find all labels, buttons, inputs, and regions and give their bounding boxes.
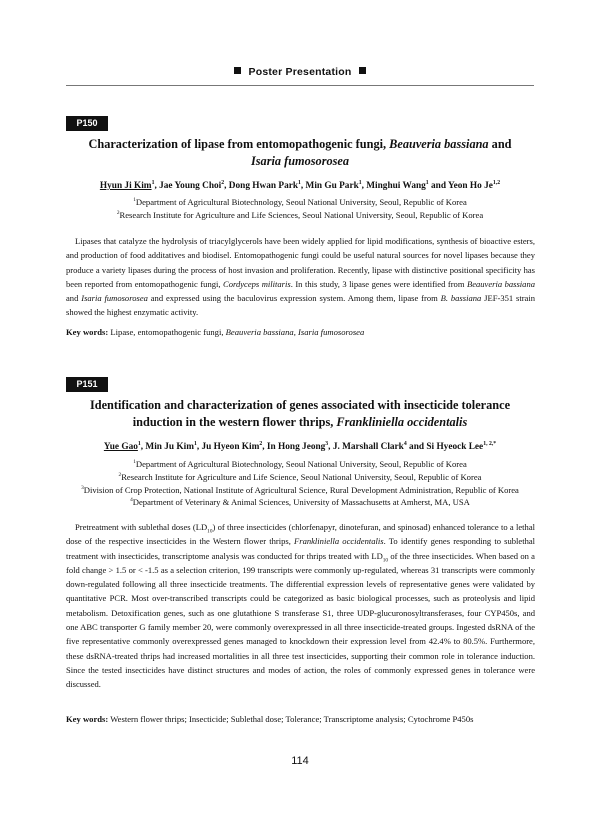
author: In Hong Jeong <box>266 442 326 452</box>
affiliation-list <box>60 458 540 509</box>
author: Yue Gao <box>103 442 138 452</box>
keywords: Key words: Lipase, entomopathogenic fungi, Beauveria bassiana, Isaria fumosorosea <box>66 327 365 337</box>
author-list: Hyun Ji Kim$^1$, Jae Young Choi$^2$, Dong Hwan Park$^1$, Min Gu Park$^1$, Minghui Wang$^1$ and Yeon Ho Je$^{1,2}$ <box>99 179 501 191</box>
affiliation: $^4$Department of Veterinary & Animal Sciences, University of Massachusetts at Amherst, MA, USA <box>130 497 470 508</box>
author: J. Marshall Clark <box>332 442 404 452</box>
affiliation: $^2$Research Institute for Agriculture and Life Sciences, Seoul National University, Seoul, Republic of Korea <box>116 209 484 220</box>
author: Hyun Ji Kim <box>99 181 152 191</box>
square-bullet-icon <box>234 67 241 74</box>
author-list: Yue Gao$^1$, Min Ju Kim$^1$, Ju Hyeon Kim$^2$, In Hong Jeong$^3$, J. Marshall Clark$^4$ and Si Hyeock Lee$^{1, 2,*}$ <box>103 440 497 452</box>
header-rule <box>66 85 534 86</box>
author: Minghui Wang <box>366 181 426 191</box>
author: Jae Young Choi <box>159 181 222 191</box>
affiliation: $^1$Department of Agricultural Biotechnology, Seoul National University, Seoul, Republic of Korea <box>133 459 467 469</box>
section-header-label: Poster Presentation <box>248 66 352 78</box>
author: Ju Hyeon Kim <box>201 442 260 452</box>
affiliation: $^3$Division of Crop Protection, National Institute of Agricultural Science, Rural Development Administration, Republic of Korea <box>81 484 519 495</box>
affiliation-list <box>60 196 540 222</box>
poster-id-badge: P150 <box>66 116 108 131</box>
abstract: Lipases that catalyze the hydrolysis of triacylglycerols have been widely applied for lipid modifications, synthesis of bioactive esters, and production of food additatives and biodisel. Entomopathogenic fungi could be useful natural sources for novel lipases because they produce a variety lipases during the process of host invasion and proliferation. Recently, lipase with distinctive positional specificity has been reported from entomopathogenic fungi, Cordyceps militaris. In this study, 3 lipase genes were identified from Beauveria bassiana and Isaria fumosorosea and expressed using the baculovirus expression system. Among them, lipase from B. bassiana JEF-351 strain showed the highest enzymatic activity. <box>66 236 536 318</box>
poster-title: Characterization of lipase from entomopathogenic fungi, Beauveria bassiana and Isaria fumosorosea <box>88 137 512 168</box>
author: Min Gu Park <box>305 181 359 191</box>
affiliation: $^2$Research Institute for Agriculture and Life Science, Seoul National University, Seoul, Republic of Korea <box>118 471 482 482</box>
poster-id-badge: P151 <box>66 377 108 392</box>
section-header <box>0 66 600 78</box>
keywords: Key words: Western flower thrips; Insecticide; Sublethal dose; Tolerance; Transcriptome analysis; Cytochrome P450s <box>66 714 474 724</box>
page-number: 114 <box>291 755 309 767</box>
square-bullet-icon <box>359 67 366 74</box>
poster-title: Identification and characterization of genes associated with insecticide tolerance induction in the western flower thrips, Frankliniella occidentalis <box>89 398 511 429</box>
keywords-label: Key words: <box>66 327 109 337</box>
affiliation: $^1$Department of Agricultural Biotechnology, Seoul National University, Seoul, Republic of Korea <box>133 197 467 207</box>
author: Si Hyeock Lee <box>426 442 484 452</box>
author: Min Ju Kim <box>145 442 194 452</box>
keywords-label: Key words: <box>66 714 109 724</box>
abstract: Pretreatment with sublethal doses $(LD_{10})$ of three insecticides (chlorfenapyr, dinotefuran, and spinosad) enhanced tolerance to a lethal dose of the respective insecticides in the Western flower thrips, Frankliniella occidentalis. To identify genes responding to sublethal treatment with insecticides, transcriptome analysis was conducted for thrips treated with $LD_{10}$ of the three insecticides. When based on a fold change > 1.5 or < -1.5 as a selection criterion, 199 transcripts were commonly up-regulated, whereas 31 transcripts were commonly down-regulated following all three insecticide treatments. The differential expression levels of representative genes were validated by quantitative PCR. Most over-transcribed transcripts could be categorized as basic biological processes, such as proteolysis and lipid metabolism. Detoxification genes, such as one glutathione S transferase S1, three UDP-glucuronosyltransferases, four CYP450s, and one ABC transporter G family member 20, were commonly overexpressed in all three insecticide-treated groups. Ingested dsRNA of the five representative commonly overexpressed genes managed to knockdown their expression level from 42.4% to 80.5%. Furthermore, these dsRNA-treated thrips had increased mortalities in all three test insecticides, supporting their common role in tolerance induction. Since the tested insecticides have distinct structures and modes of action, the roles of commonly expressed genes in tolerance were discussed. <box>66 522 536 690</box>
author: Dong Hwan Park <box>228 181 299 191</box>
author: Yeon Ho Je <box>447 181 493 191</box>
